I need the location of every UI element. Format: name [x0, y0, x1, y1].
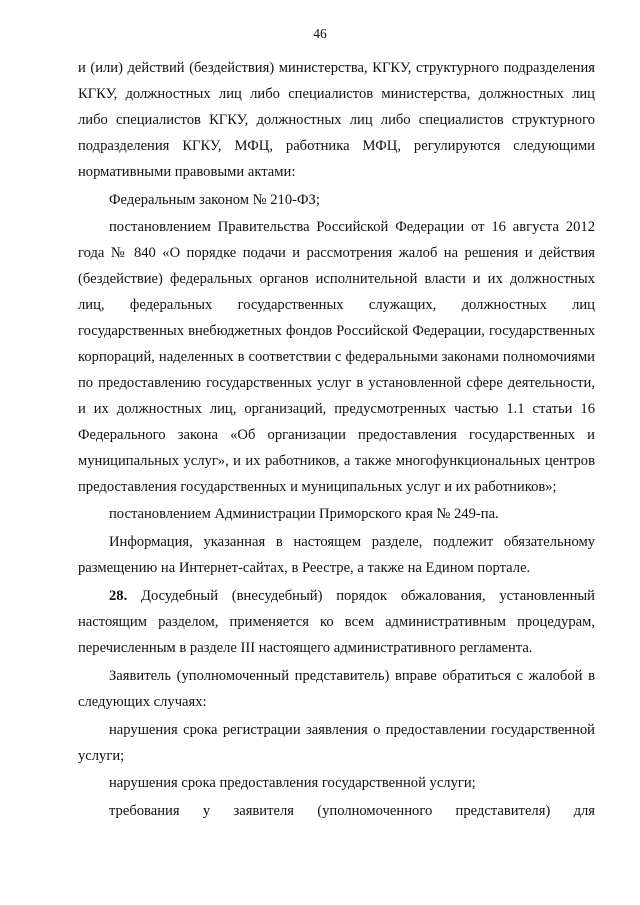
document-body — [78, 56, 595, 825]
paragraph-registration-violation: нарушения срока регистрации заявления о предоставлении государственной услуги; — [78, 721, 595, 764]
paragraph-applicant-rights: Заявитель (уполномоченный представитель) вправе обратиться с жалобой в следующих случаях: — [78, 667, 595, 710]
paragraph-primorsky-decree: постановлением Администрации Приморского края № 249-па. — [109, 506, 499, 523]
paragraph-federal-law: Федеральным законом № 210-ФЗ; — [109, 191, 320, 208]
paragraph-section-28 — [78, 584, 595, 662]
section-number: 28. — [109, 588, 128, 605]
page-number: 46 — [313, 26, 327, 41]
paragraph-government-decree: постановлением Правительства Российской Федерации от 16 августа 2012 года № 840 «О порядке подачи и рассмотрения жалоб на решения и действия (бездействие) федеральных органов исполнительной власти и их должностных лиц, федеральных государственных служащих, должностных лиц государственных внебюджетных фондов Российской Федерации, государственных корпораций, наделенных в соответствии с федеральными законами полномочиями по предоставлению государственных услуг в установленной сфере деятельности, и их должностных лиц, организаций, предусмотренных частью 1.1 статьи 16 Федерального закона «Об организации предоставления государственных и муниципальных услуг», и их работников, а также многофункциональных центров предоставления государственных и муниципальных услуг и их работников»; — [78, 219, 595, 495]
paragraph-appeal-scope: и (или) действий (бездействия) министерства, КГКУ, структурного подразделения КГКУ, должностных лиц либо специалистов министерства, должностных лиц либо специалистов КГКУ, должностных лиц либо специалистов структурного подразделения КГКУ, МФЦ, работника МФЦ, регулируются следующими нормативными правовыми актами: — [78, 60, 595, 180]
paragraph-requirement: требования у заявителя (уполномоченного представителя) для — [109, 803, 595, 820]
paragraph-deadline-violation: нарушения срока предоставления государственной услуги; — [109, 775, 476, 792]
section-28-text: Досудебный (внесудебный) порядок обжалования, установленный настоящим разделом, применяется ко всем административным процедурам, перечисленным в разделе III настоящего административного регламента. — [78, 588, 595, 656]
paragraph-publication-info: Информация, указанная в настоящем разделе, подлежит обязательному размещению на Интернет-сайтах, в Реестре, а также на Едином портале. — [78, 534, 595, 577]
